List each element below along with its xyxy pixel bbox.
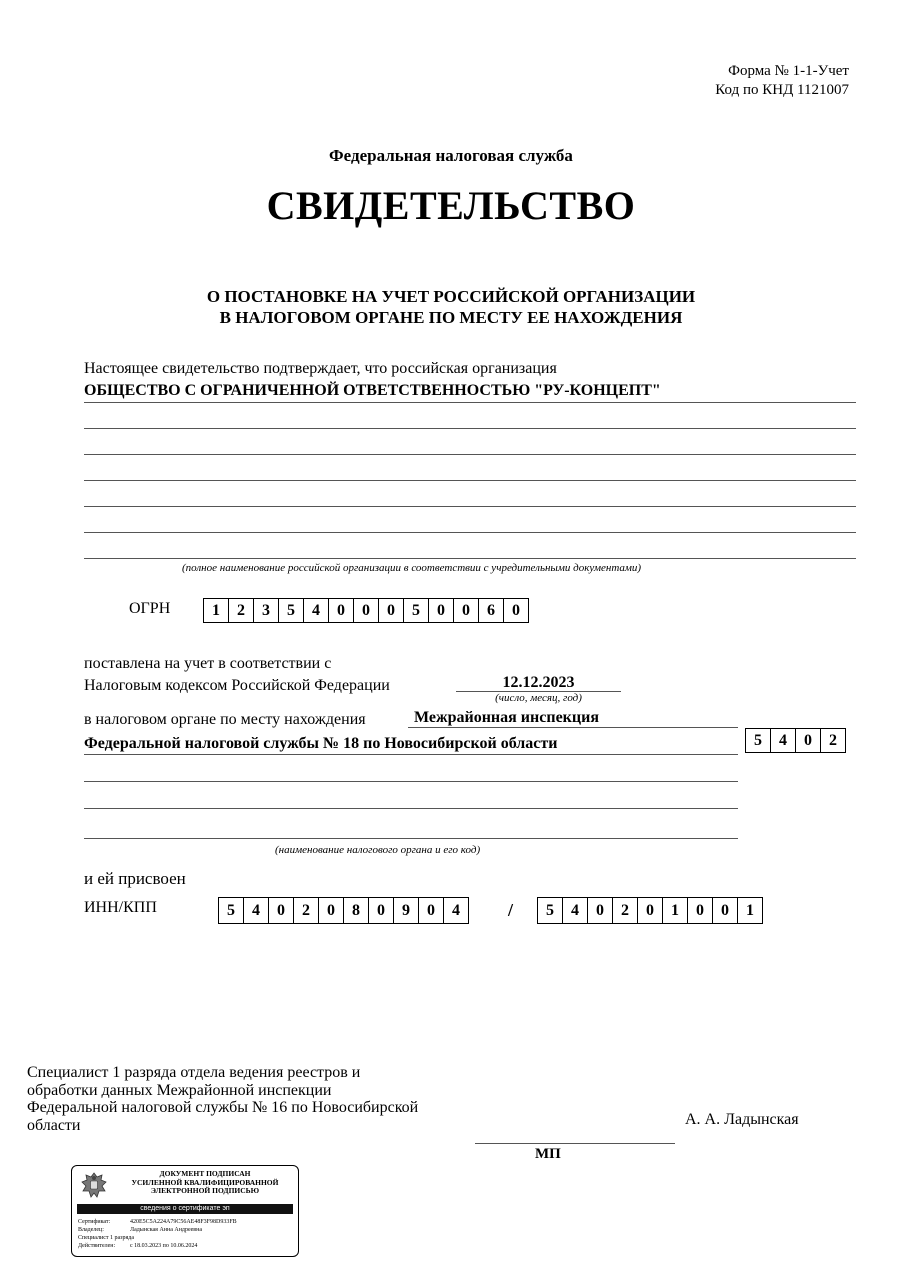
ogrn-digit: 0 [354,599,379,622]
certificate-label: Сертификат: [78,1219,111,1225]
ogrn-digit: 6 [479,599,504,622]
knd-code: Код по КНД 1121007 [715,82,849,98]
document-title: СВИДЕТЕЛЬСТВО [266,183,636,228]
ogrn-digit: 3 [254,599,279,622]
authority-line-2: Федеральной налоговой службы № 18 по Новосибирской области [84,735,558,752]
authority-code-digit: 5 [746,729,771,752]
kpp-digit: 0 [638,898,663,923]
kpp-digit: 4 [563,898,588,923]
form-code-block [715,62,849,100]
authority-code-digit: 4 [771,729,796,752]
stamp-bar: сведения о сертификате эп [77,1204,293,1214]
authority-underline-3 [84,781,738,782]
registration-line-2: Налоговым кодексом Российской Федерации [84,677,390,694]
ogrn-digit: 5 [404,599,429,622]
authority-code-digit: 2 [821,729,846,752]
signatory-position [27,1064,418,1134]
ogrn-digit: 0 [379,599,404,622]
org-line-7 [84,558,856,559]
ogrn-digit: 4 [304,599,329,622]
subtitle-line-2: В НАЛОГОВОМ ОРГАНЕ ПО МЕСТУ ЕЕ НАХОЖДЕНИЯ [219,308,683,327]
organization-name: ОБЩЕСТВО С ОГРАНИЧЕННОЙ ОТВЕТСТВЕННОСТЬЮ "РУ-КОНЦЕПТ" [84,382,661,399]
kpp-digit: 0 [713,898,738,923]
document-subtitle [0,286,902,328]
authority-line-1: Межрайонная инспекция [414,709,599,726]
ogrn-digit: 0 [329,599,354,622]
org-line-2 [84,428,856,429]
signatory-line-1: Специалист 1 разряда отдела ведения реестров и [27,1064,361,1081]
signatory-name: А. А. Ладынская [685,1111,799,1128]
kpp-digit: 2 [613,898,638,923]
inn-digit: 5 [219,898,244,923]
inn-digit: 0 [269,898,294,923]
date-caption: (число, месяц, год) [495,692,582,704]
inn-digit: 0 [319,898,344,923]
service-name: Федеральная налоговая служба [329,146,573,165]
authority-caption: (наименование налогового органа и его код) [275,844,481,856]
org-line-6 [84,532,856,533]
authority-code-digit: 0 [796,729,821,752]
authority-underline-4 [84,808,738,809]
signatory-line-2: обработки данных Межрайонной инспекции [27,1081,332,1099]
owner-label: Владелец: [78,1227,104,1233]
ogrn-cells [203,598,529,623]
inn-kpp-separator: / [508,900,514,920]
registration-line-1: поставлена на учет в соответствии с [84,655,332,672]
registration-date: 12.12.2023 [502,674,575,691]
ogrn-digit: 0 [504,599,529,622]
authority-prefix: в налоговом органе по месту нахождения [84,711,366,728]
ogrn-label: ОГРН [129,600,171,617]
organization-caption: (полное наименование российской организации в соответствии с учредительными документами) [182,562,642,574]
org-line-1 [84,402,856,403]
kpp-digit: 5 [538,898,563,923]
subtitle-line-1: О ПОСТАНОВКЕ НА УЧЕТ РОССИЙСКОЙ ОРГАНИЗАЦИИ [206,287,696,306]
inn-digit: 4 [244,898,269,923]
stamp-title-line-3: ЭЛЕКТРОННОЙ ПОДПИСЬЮ [150,1186,260,1195]
stamp-owner-row [78,1227,202,1234]
stamp-valid-row [78,1243,197,1250]
inn-digit: 0 [419,898,444,923]
inn-digit: 9 [394,898,419,923]
valid-label: Действителен: [78,1243,116,1249]
inn-digit: 2 [294,898,319,923]
authority-code-cells [745,728,846,753]
stamp-position-row [78,1235,134,1242]
position-value: Специалист 1 разряда [78,1235,135,1241]
e-signature-stamp [71,1165,299,1257]
org-line-5 [84,506,856,507]
stamp-title-line-1: ДОКУМЕНТ ПОДПИСАН [159,1169,251,1178]
emblem-icon [78,1170,110,1202]
ogrn-digit: 0 [454,599,479,622]
inn-digit: 8 [344,898,369,923]
valid-value: с 18.03.2023 по 10.06.2024 [130,1243,198,1249]
ogrn-digit: 2 [229,599,254,622]
org-line-3 [84,454,856,455]
intro-text: Настоящее свидетельство подтверждает, что российская организация [84,360,557,377]
stamp-title-line-2: УСИЛЕННОЙ КВАЛИФИЦИРОВАННОЙ [131,1177,279,1187]
ogrn-digit: 5 [279,599,304,622]
signature-line [475,1143,675,1144]
inn-digit: 4 [444,898,469,923]
kpp-digit: 0 [588,898,613,923]
stamp-title [116,1170,294,1196]
kpp-digit: 0 [688,898,713,923]
signatory-line-4: области [27,1116,81,1134]
certificate-value: 420E5C5A224A79C56AE48F3F98D933FB [130,1219,237,1225]
kpp-digit: 1 [663,898,688,923]
kpp-digit: 1 [738,898,763,923]
kpp-cells [537,897,763,924]
seal-label: МП [535,1146,561,1162]
stamp-certificate-row [78,1219,237,1226]
form-number: Форма № 1-1-Учет [728,63,849,79]
authority-underline-2 [84,754,738,755]
org-line-4 [84,480,856,481]
inn-digit: 0 [369,898,394,923]
authority-underline-5 [84,838,738,839]
owner-value: Ладынская Анна Андреевна [130,1227,202,1233]
signatory-line-3: Федеральной налоговой службы № 16 по Новосибирской [27,1099,419,1116]
inn-kpp-label: ИНН/КПП [84,899,157,916]
authority-underline-1 [408,727,738,728]
inn-cells [218,897,469,924]
ogrn-digit: 1 [204,599,229,622]
assigned-label: и ей присвоен [84,869,186,888]
ogrn-digit: 0 [429,599,454,622]
